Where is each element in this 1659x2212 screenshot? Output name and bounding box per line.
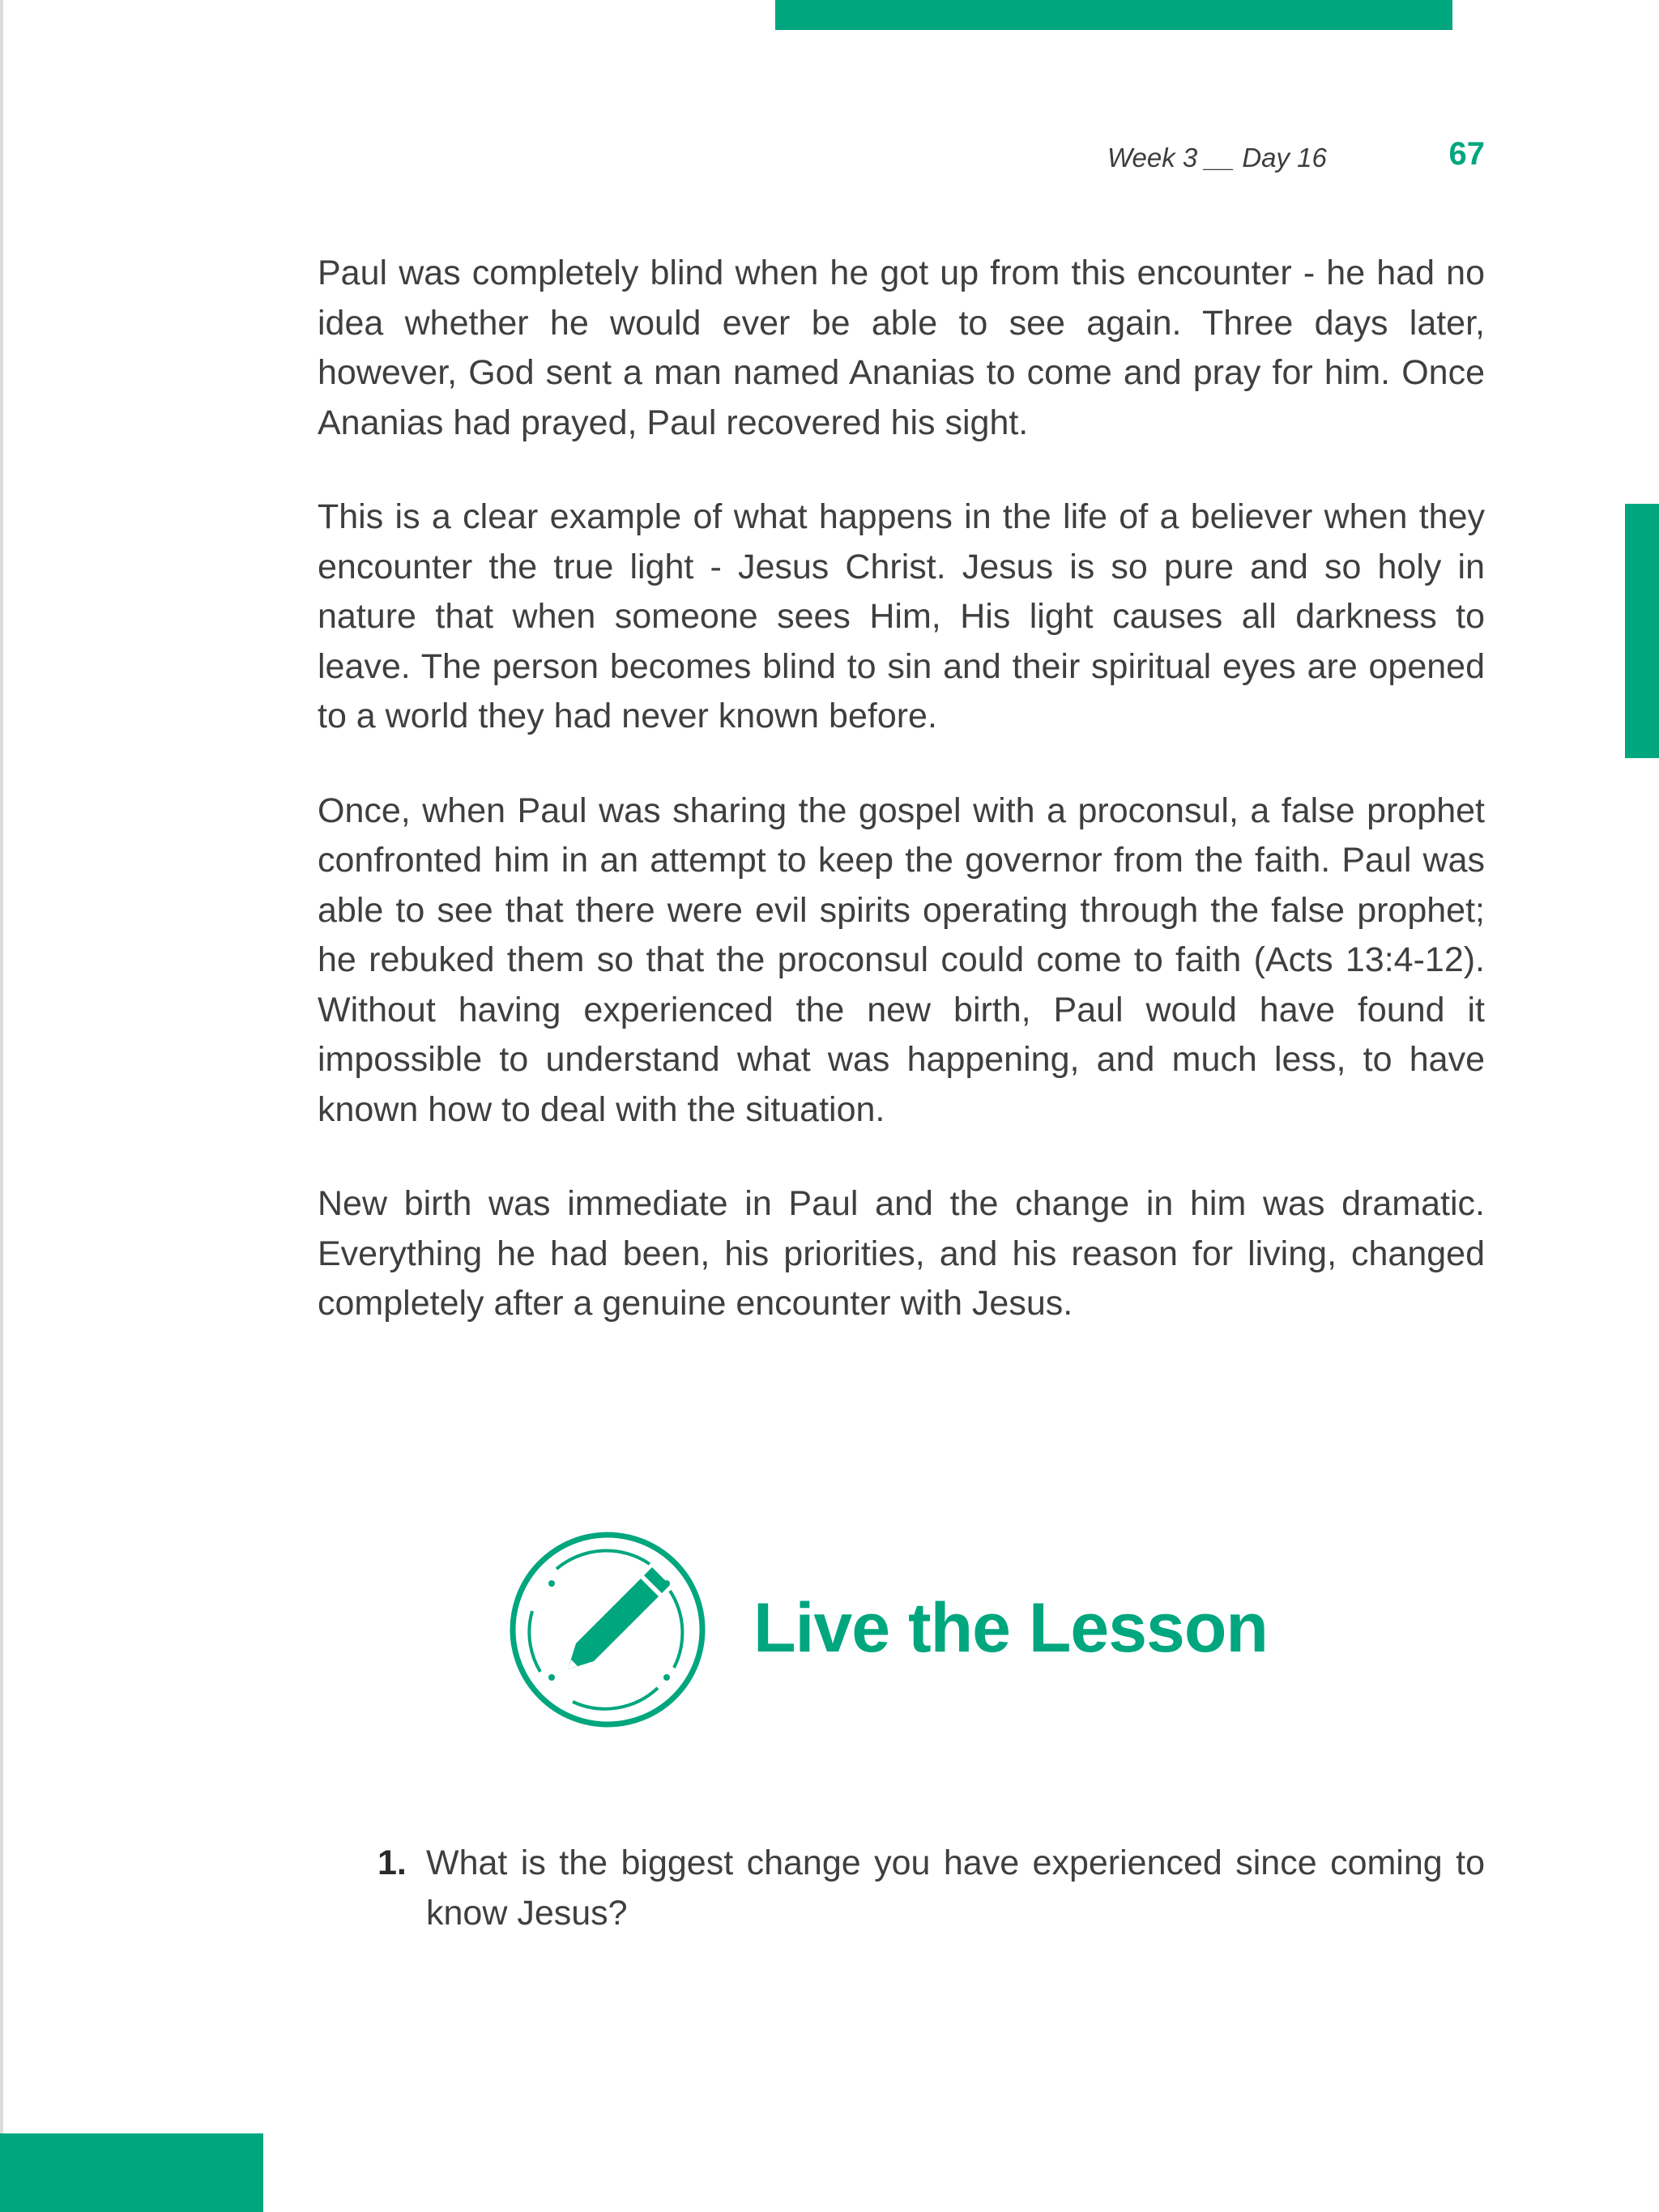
pencil-circle-icon [508, 1530, 707, 1729]
lesson-section-header [508, 1530, 1399, 1729]
question-number: 1. [377, 1843, 407, 1882]
top-accent-bar [775, 0, 1452, 30]
paragraph: Once, when Paul was sharing the gospel with a proconsul, a false prophet confronted him in an attempt to keep the governor from the faith. Paul was able to see that there were evil spirits operating through the false prophet; he rebuked them so that the proconsul could come to faith (Acts 13:4-12). Without having experienced the new birth, Paul would have found it impossible to understand what was happening, and much less, to have known how to deal with the situation. [318, 791, 1485, 1129]
bottom-accent-bar [0, 2133, 263, 2212]
question-item [377, 1839, 1485, 1938]
side-accent-tab [1625, 504, 1659, 758]
paragraph: New birth was immediate in Paul and the change in him was dramatic. Everything he had been, his priorities, and his reason for living, changed completely after a genuine encounter with Jesus. [318, 1184, 1485, 1323]
week-day-label: Week 3 __ Day 16 [1107, 143, 1327, 173]
question-text: What is the biggest change you have experienced since coming to know Jesus? [426, 1843, 1485, 1933]
body-text [318, 249, 1485, 1374]
page-number: 67 [1448, 136, 1485, 172]
running-head [1053, 136, 1485, 177]
question-list [377, 1839, 1485, 1938]
page-edge-shadow [0, 0, 3, 2212]
lesson-title: Live the Lesson [753, 1589, 1268, 1667]
paragraph: This is a clear example of what happens in the life of a believer when they encounter the true light - Jesus Christ. Jesus is so pure and so holy in nature that when someone sees Him, His light causes all darkness to leave. The person becomes blind to sin and their spiritual eyes are opened to a world they had never known before. [318, 497, 1485, 735]
paragraph: Paul was completely blind when he got up from this encounter - he had no idea whether he would ever be able to see again. Three days later, however, God sent a man named Ananias to come and pray for him. Once Ananias had prayed, Paul recovered his sight. [318, 254, 1485, 442]
